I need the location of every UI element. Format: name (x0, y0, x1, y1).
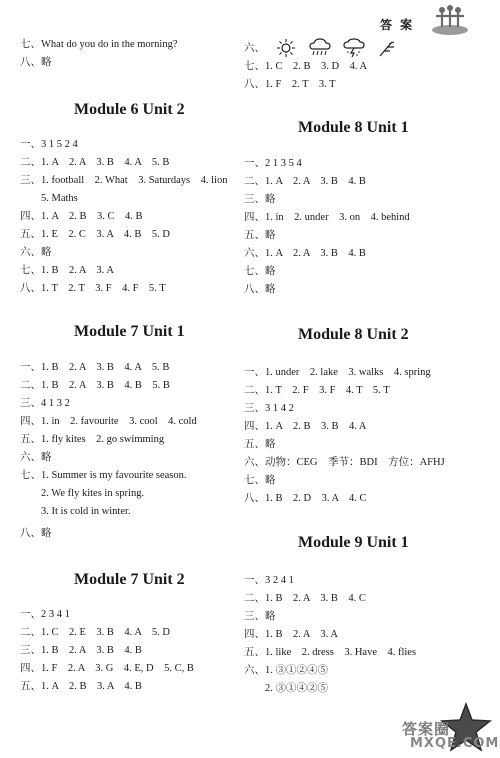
answer-line: 八、1. F 2. T 3. T (244, 79, 336, 90)
answer-line: 四、1. in 2. favourite 3. cool 4. cold (20, 416, 197, 427)
answer-line: 五、1. E 2. C 3. A 4. B 5. D (20, 229, 170, 240)
answer-line: 一、1. under 2. lake 3. walks 4. spring (244, 367, 431, 378)
answer-line: 五、1. like 2. dress 3. Have 4. flies (244, 647, 417, 658)
cloud-rain-icon (308, 38, 332, 58)
section-heading: Module 8 Unit 2 (298, 326, 409, 343)
answer-line: 三、略 (244, 194, 276, 205)
answer-line: 七、1. C 2. B 3. D 4. A (244, 61, 368, 72)
answer-line: 八、略 (20, 57, 52, 68)
header-label: 答 案 (380, 18, 415, 32)
answer-line: 七、略 (244, 475, 276, 486)
section-heading: Module 7 Unit 2 (74, 571, 185, 588)
answer-line: 七、略 (244, 266, 276, 277)
answer-line: 四、1. A 2. B 3. B 4. A (244, 421, 367, 432)
answer-line: 六、略 (20, 247, 52, 258)
weather-row (244, 38, 480, 58)
answer-line: 八、略 (244, 284, 276, 295)
answer-line: 七、1. B 2. A 3. A (20, 265, 114, 276)
answer-line: 四、1. A 2. B 3. C 4. B (20, 211, 143, 222)
answer-line: 一、2 3 4 1 (20, 609, 70, 620)
answer-line: 二、1. A 2. A 3. B 4. A 5. B (20, 157, 170, 168)
answer-line: 二、1. C 2. E 3. B 4. A 5. D (20, 627, 170, 638)
answer-line: 八、1. T 2. T 3. F 4. F 5. T (20, 283, 166, 294)
answer-line: 三、略 (244, 611, 276, 622)
section-heading: Module 9 Unit 1 (298, 534, 409, 551)
header-logo-icon (430, 2, 470, 36)
answer-line: 三、1. football 2. What 3. Saturdays 4. lion (20, 175, 228, 186)
weather-row-label: 六、 (244, 43, 265, 54)
answer-line: 七、1. Summer is my favourite season. (20, 470, 187, 481)
answer-line: 五、略 (244, 230, 276, 241)
answer-line: 八、1. B 2. D 3. A 4. C (244, 493, 367, 504)
answer-line: 四、1. B 2. A 3. A (244, 629, 338, 640)
cloud-lightning-icon (342, 38, 366, 58)
answer-line: 四、1. in 2. under 3. on 4. behind (244, 212, 410, 223)
answer-line: 一、2 1 3 5 4 (244, 158, 302, 169)
answer-line: 二、1. B 2. A 3. B 4. B 5. B (20, 380, 170, 391)
answer-line: 五、略 (244, 439, 276, 450)
answer-line: 二、1. A 2. A 3. B 4. B (244, 176, 366, 187)
answer-line: 六、1. ③①②④⑤ (244, 665, 328, 676)
sun-icon (276, 38, 296, 58)
answer-line: 五、1. A 2. B 3. A 4. B (20, 681, 142, 692)
answer-line: 三、1. B 2. A 3. B 4. B (20, 645, 142, 656)
answer-line: 一、1. B 2. A 3. B 4. A 5. B (20, 362, 170, 373)
answer-line: 2. ③①④②⑤ (244, 683, 328, 694)
answer-line: 3. It is cold in winter. (20, 506, 131, 517)
section-heading: Module 8 Unit 1 (298, 119, 409, 136)
answer-line: 三、3 1 4 2 (244, 403, 294, 414)
answer-line: 一、3 1 5 2 4 (20, 139, 78, 150)
answer-line: 七、What do you do in the morning? (20, 39, 178, 50)
answer-line: 二、1. T 2. F 3. F 4. T 5. T (244, 385, 390, 396)
answer-line: 二、1. B 2. A 3. B 4. C (244, 593, 366, 604)
answer-line: 八、略 (20, 528, 52, 539)
section-heading: Module 7 Unit 1 (74, 323, 185, 340)
answer-line: 六、略 (20, 452, 52, 463)
answer-line: 六、1. A 2. A 3. B 4. B (244, 248, 366, 259)
watermark-url: MXQE.COM (410, 736, 500, 751)
answer-line: 5. Maths (20, 193, 78, 204)
answer-line: 四、1. F 2. A 3. G 4. E, D 5. C, B (20, 663, 194, 674)
wind-icon (378, 38, 396, 58)
answer-line: 一、3 2 4 1 (244, 575, 294, 586)
answer-line: 五、1. fly kites 2. go swimming (20, 434, 165, 445)
section-heading: Module 6 Unit 2 (74, 101, 185, 118)
watermark-text: 答案圈 (402, 720, 451, 738)
page-header (0, 0, 500, 40)
answer-line: 六、动物：CEG 季节：BDI 方位：AFHJ (244, 457, 445, 468)
answer-line: 三、4 1 3 2 (20, 398, 70, 409)
answer-line: 2. We fly kites in spring. (20, 488, 145, 499)
